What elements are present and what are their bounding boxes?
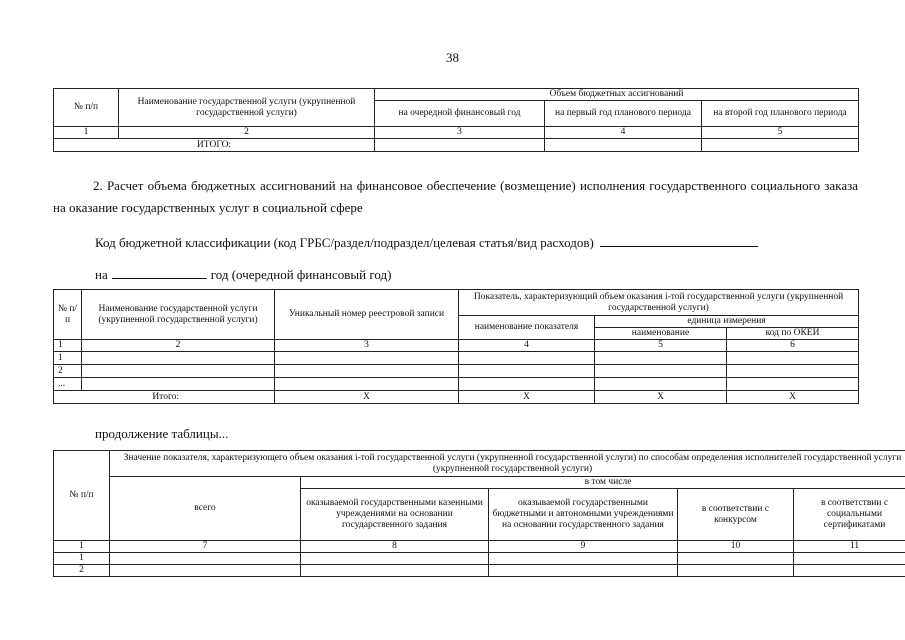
col-number: 2 <box>82 340 275 352</box>
col-number: 4 <box>545 127 702 139</box>
header-indicator-name: наименование показателя <box>459 316 595 340</box>
x-mark: X <box>275 391 459 404</box>
table-cell <box>702 139 859 152</box>
col-number: 4 <box>459 340 595 352</box>
col-number: 11 <box>794 541 905 553</box>
page-number: 38 <box>446 50 459 65</box>
header-next-year: на очередной финансовый год <box>375 101 545 127</box>
header-service-name: Наименование государственной услуги (укрупненной государственной услуги) <box>119 89 375 127</box>
col-number: 1 <box>54 541 110 553</box>
header-service-name: Наименование государственной услуги (укрупненной государственной услуги) <box>82 290 275 340</box>
row-number: 2 <box>54 365 82 378</box>
total-label: ИТОГО: <box>54 139 375 152</box>
header-indicator: Показатель, характеризующий объем оказания i-той государственной услуги (укрупненной государственной услуги) <box>459 290 859 316</box>
header-kazennye: оказываемой государственными казенными учреждениями на основании государственного задания <box>301 489 489 541</box>
col-number: 2 <box>119 127 375 139</box>
header-budget-volume: Объем бюджетных ассигнований <box>375 89 859 101</box>
table-row <box>54 553 905 565</box>
service-indicator-table <box>53 289 859 404</box>
row-number: ... <box>54 378 82 391</box>
kbk-label: Код бюджетной классификации (код ГРБС/раздел/подраздел/целевая статья/вид расходов) <box>95 235 594 250</box>
x-mark: X <box>459 391 595 404</box>
col-number: 1 <box>54 340 82 352</box>
row-number: 1 <box>54 553 110 565</box>
section-2-heading: 2. Расчет объема бюджетных ассигнований на финансовое обеспечение (возмещение) исполнения государственного социального заказа на оказание государственных услуг в социальной сфере <box>53 178 858 215</box>
continuation-label: продолжение таблицы... <box>95 426 229 441</box>
col-number: 9 <box>489 541 678 553</box>
header-num: № п/п <box>54 89 119 127</box>
year-suffix: год (очередной финансовый год) <box>210 267 392 282</box>
header-okei: код по ОКЕИ <box>727 328 859 340</box>
col-number: 5 <box>595 340 727 352</box>
x-mark: X <box>595 391 727 404</box>
col-number: 5 <box>702 127 859 139</box>
header-num: № п/п <box>54 290 82 340</box>
table-cell <box>375 139 545 152</box>
col-number: 1 <box>54 127 119 139</box>
header-certificates: в соответствии с социальными сертификатами <box>794 489 905 541</box>
header-num: № п/п <box>54 451 110 541</box>
table-row <box>54 365 859 378</box>
kbk-line <box>95 232 758 254</box>
header-including: в том числе <box>301 477 905 489</box>
col-number: 10 <box>678 541 794 553</box>
header-registry-number: Уникальный номер реестровой записи <box>275 290 459 340</box>
x-mark: X <box>727 391 859 404</box>
table-row <box>54 352 859 365</box>
year-prefix: на <box>95 267 108 282</box>
header-unit-name: наименование <box>595 328 727 340</box>
table-row <box>54 565 905 577</box>
header-unit: единица измерения <box>595 316 859 328</box>
year-blank <box>112 266 207 279</box>
col-number: 3 <box>375 127 545 139</box>
header-indicator-value: Значение показателя, характеризующего объем оказания i-той государственной услуги (укрупненной государственной услуги) по способам определения исполнителей государственной услуги (укрупненной государственной услуги) <box>110 451 905 477</box>
col-number: 6 <box>727 340 859 352</box>
col-number: 8 <box>301 541 489 553</box>
kbk-blank <box>600 234 758 247</box>
header-plan-year-1: на первый год планового периода <box>545 101 702 127</box>
header-budget-autonomous: оказываемой государственными бюджетными и автономными учреждениями на основании государственного задания <box>489 489 678 541</box>
header-contest: в соответствии с конкурсом <box>678 489 794 541</box>
table-cell <box>545 139 702 152</box>
col-number: 3 <box>275 340 459 352</box>
table-row <box>54 378 859 391</box>
row-number: 1 <box>54 352 82 365</box>
budget-allocation-table <box>53 88 859 152</box>
header-total: всего <box>110 477 301 541</box>
row-number: 2 <box>54 565 110 577</box>
total-label: Итого: <box>54 391 275 404</box>
col-number: 7 <box>110 541 301 553</box>
header-plan-year-2: на второй год планового периода <box>702 101 859 127</box>
service-value-table <box>53 450 905 577</box>
year-line <box>95 264 391 286</box>
